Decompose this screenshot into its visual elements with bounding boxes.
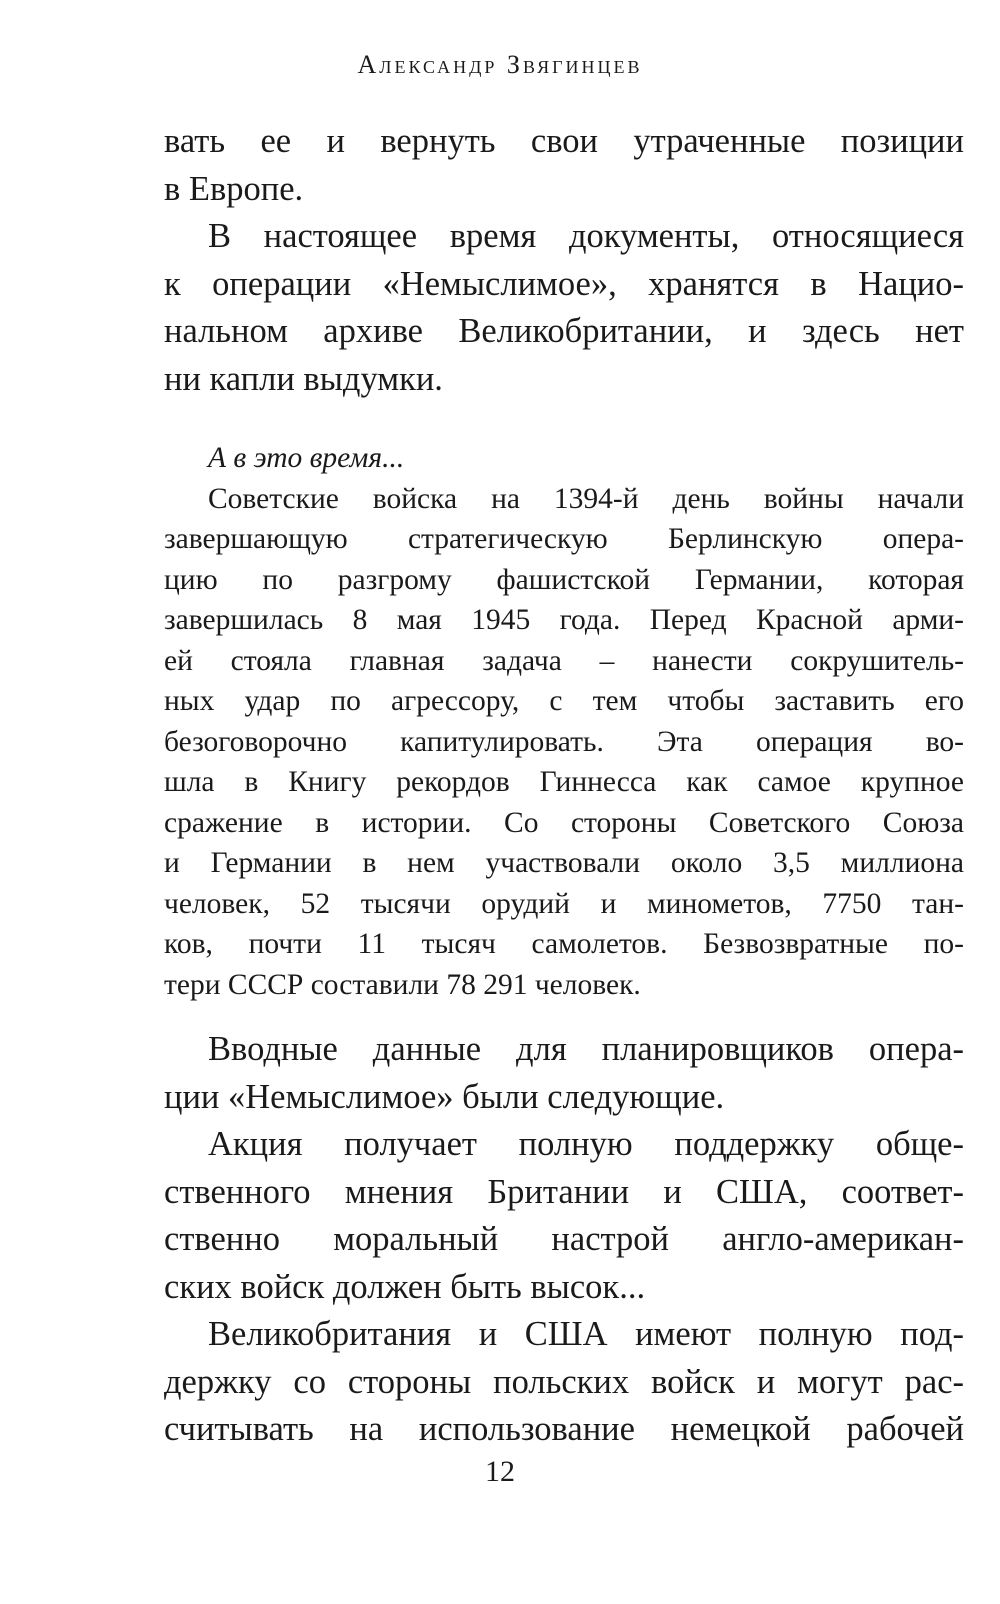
text-line: держку со стороны польских войск и могут рас- xyxy=(164,1362,964,1401)
text-line: ни капли выдумки. xyxy=(164,359,443,398)
text-line: ции «Немыслимое» были следующие. xyxy=(164,1077,725,1116)
text-line: Акция получает полную поддержку обще- xyxy=(208,1125,964,1163)
aside-line: ных удар по агрессору, с тем чтобы заставить его xyxy=(164,685,964,717)
aside-line: и Германии в нем участвовали около 3,5 миллиона xyxy=(164,847,964,879)
aside-label: А в это время... xyxy=(208,442,405,474)
text-line: Великобритания и США имеют полную под- xyxy=(208,1315,964,1353)
aside-line: безоговорочно капитулировать. Эта операция во- xyxy=(164,725,964,758)
aside-line: тери СССР составили 78 291 человек. xyxy=(164,968,641,1001)
body-text-upper xyxy=(164,118,964,403)
aside-line: сражение в истории. Со стороны Советского Союза xyxy=(164,806,964,839)
aside-line: человек, 52 тысячи орудий и минометов, 7750 тан- xyxy=(164,887,964,920)
text-line: в Европе. xyxy=(164,169,304,208)
text-line: считывать на использование немецкой рабочей xyxy=(164,1410,964,1448)
text-line: Вводные данные для планировщиков опера- xyxy=(208,1030,964,1068)
aside-line: Советские войска на 1394-й день войны начали xyxy=(208,482,964,515)
running-head: Александр Звягинцев xyxy=(357,50,643,79)
aside-line: шла в Книгу рекордов Гиннесса как самое крупное xyxy=(164,766,964,798)
text-line: вать ее и вернуть свои утраченные позиции xyxy=(164,122,964,160)
body-text-lower xyxy=(164,1026,964,1454)
page-number: 12 xyxy=(485,1455,515,1488)
text-line: нальном архиве Великобритании, и здесь нет xyxy=(164,312,964,350)
aside-line: завершилась 8 мая 1945 года. Перед Красной арми- xyxy=(164,604,964,636)
aside-line: ков, почти 11 тысяч самолетов. Безвозвратные по- xyxy=(164,928,964,960)
aside-box xyxy=(164,438,964,1005)
text-line: ских войск должен быть высок... xyxy=(164,1267,646,1306)
text-line: ственного мнения Британии и США, соответ- xyxy=(164,1172,964,1211)
text-line: к операции «Немыслимое», хранятся в Нацио- xyxy=(164,264,964,303)
aside-line: ей стояла главная задача – нанести сокрушитель- xyxy=(164,644,964,677)
aside-line: цию по разгрому фашистской Германии, которая xyxy=(164,563,964,596)
text-line: ственно моральный настрой англо-американ- xyxy=(164,1220,964,1258)
text-line: В настоящее время документы, относящиеся xyxy=(208,217,964,255)
aside-line: завершающую стратегическую Берлинскую опера- xyxy=(164,523,964,555)
